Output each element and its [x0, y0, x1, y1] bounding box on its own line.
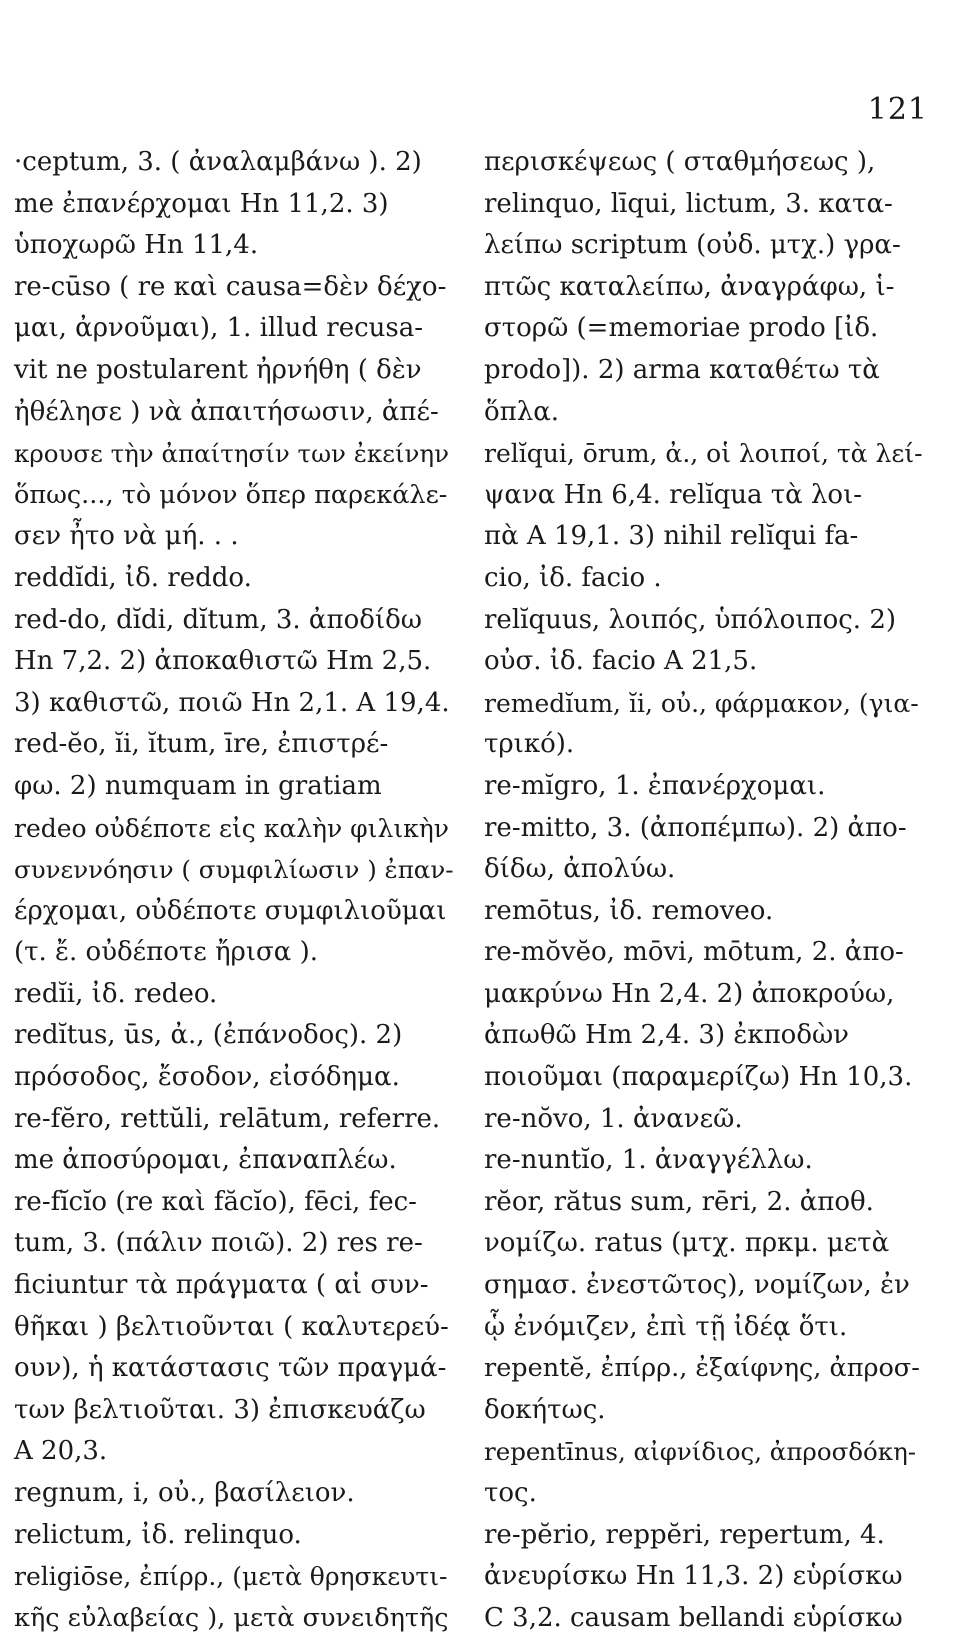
- dictionary-line: remedĭum, ĭi, οὐ., φάρμακον, (για-: [484, 688, 919, 718]
- page-number: 121: [867, 92, 928, 127]
- dictionary-line: θῆκαι ) βελτιοῦνται ( καλυτερεύ-: [14, 1311, 449, 1342]
- dictionary-line: συνεννόησιν ( συμφιλίωσιν ) ἐπαν-: [14, 855, 454, 885]
- dictionary-line: re-fĕro, rettŭli, relātum, referre.: [14, 1103, 441, 1134]
- dictionary-line: remōtus, ἰδ. removeo.: [484, 895, 774, 926]
- dictionary-line: ποιοῦμαι (παραμερίζω) Hn 10,3.: [484, 1062, 913, 1093]
- dictionary-line: πρόσοδος, ἔσοδον, εἰσόδημα.: [14, 1062, 400, 1093]
- dictionary-line: τος.: [484, 1478, 537, 1508]
- dictionary-line: περισκέψεως ( σταθμήσεως ),: [484, 147, 876, 177]
- dictionary-line: re-nŏvo, 1. ἀνανεῶ.: [484, 1103, 743, 1134]
- dictionary-line: relinquo, līqui, lictum, 3. κατα-: [484, 188, 893, 219]
- right-column: [484, 142, 924, 1639]
- dictionary-line: re-nuntĭo, 1. ἀναγγέλλω.: [484, 1145, 813, 1176]
- dictionary-line: relĭqui, ōrum, ἀ., οἱ λοιποί, τὰ λεί-: [484, 439, 923, 469]
- dictionary-line: redĭi, ἰδ. redeo.: [14, 978, 218, 1009]
- dictionary-line: ὅπως..., τὸ μόνον ὅπερ παρεκάλε-: [14, 479, 448, 510]
- dictionary-line: re-pĕrio, reppĕri, repertum, 4.: [484, 1519, 885, 1550]
- dictionary-line: μακρύνω Hn 2,4. 2) ἀποκρούω,: [484, 978, 895, 1009]
- dictionary-line: red-ĕo, ĭi, ĭtum, īre, ἐπιστρέ-: [14, 729, 389, 760]
- dictionary-line: (τ. ἔ. οὐδέποτε ἤρισα ).: [14, 937, 319, 968]
- dictionary-line: re-mĭgro, 1. ἐπανέρχομαι.: [484, 770, 826, 801]
- dictionary-line: των βελτιοῦται. 3) ἐπισκευάζω: [14, 1394, 426, 1425]
- dictionary-line: re-fĭcĭo (re καὶ făcĭo), fēci, fec-: [14, 1186, 417, 1217]
- dictionary-line: πὰ A 19,1. 3) nihil relĭqui fa-: [484, 521, 859, 552]
- dictionary-line: τρικό).: [484, 729, 575, 760]
- dictionary-line: A 20,3.: [14, 1436, 108, 1467]
- dictionary-line: re-mŏvĕo, mōvi, mōtum, 2. ἀπο-: [484, 937, 904, 968]
- dictionary-line: ficiuntur τὰ πράγματα ( αἱ συν-: [14, 1270, 429, 1301]
- dictionary-line: έρχομαι, οὐδέποτε συμφιλιοῦμαι: [14, 895, 447, 926]
- dictionary-line: re-cūso ( re καὶ causa=δὲν δέχο-: [14, 271, 447, 302]
- dictionary-line: σημασ. ἐνεστῶτος), νομίζων, ἐν: [484, 1270, 910, 1301]
- dictionary-line: ψανα Hn 6,4. relĭqua τὰ λοι-: [484, 479, 863, 510]
- dictionary-line: C 3,2. causam bellandi εὑρίσκω: [484, 1602, 903, 1633]
- dictionary-line: ουν), ἡ κατάστασις τῶν πραγμά-: [14, 1353, 447, 1384]
- dictionary-line: re-mitto, 3. (ἀποπέμπω). 2) ἀπο-: [484, 812, 907, 843]
- dictionary-line: 3) καθιστῶ, ποιῶ Hn 2,1. A 19,4.: [14, 687, 450, 718]
- dictionary-line: πτῶς καταλείπω, ἀναγράφω, ἱ-: [484, 271, 895, 302]
- dictionary-line: φω. 2) numquam in gratiam: [14, 770, 382, 801]
- dictionary-line: μαι, ἀρνοῦμαι), 1. illud recusa-: [14, 313, 424, 344]
- dictionary-line: στορῶ (=memoriae prodo [ἰδ.: [484, 313, 879, 344]
- dictionary-line: relictum, ἰδ. relinquo.: [14, 1519, 302, 1550]
- dictionary-line: κῆς εὐλαβείας ), μετὰ συνειδητῆς: [14, 1602, 449, 1633]
- dictionary-line: Hn 7,2. 2) ἀποκαθιστῶ Hm 2,5.: [14, 646, 432, 677]
- dictionary-line: prodo]). 2) arma καταθέτω τὰ: [484, 354, 880, 385]
- dictionary-line: ἠθέλησε ) νὰ ἀπαιτήσωσιν, ἀπέ-: [14, 396, 439, 427]
- dictionary-line: rĕor, rătus sum, rēri, 2. ἀποθ.: [484, 1186, 874, 1217]
- dictionary-line: ἀνευρίσκω Hn 11,3. 2) εὑρίσκω: [484, 1561, 903, 1592]
- dictionary-line: κρουσε τὴν ἀπαίτησίν των ἐκείνην: [14, 439, 449, 469]
- dictionary-line: reddĭdi, ἰδ. reddo.: [14, 562, 252, 593]
- dictionary-line: relĭquus, λοιπός, ὑπόλοιπος. 2): [484, 604, 897, 635]
- dictionary-line: ἀπωθῶ Hm 2,4. 3) ἐκποδὼν: [484, 1020, 849, 1051]
- dictionary-line: red-do, dĭdi, dĭtum, 3. ἀποδίδω: [14, 604, 422, 635]
- dictionary-line: redĭtus, ūs, ἀ., (ἐπάνοδος). 2): [14, 1020, 403, 1051]
- dictionary-line: δοκήτως.: [484, 1394, 606, 1425]
- left-column: [14, 142, 454, 1639]
- dictionary-line: me ἐπανέρχομαι Hn 11,2. 3): [14, 188, 389, 219]
- dictionary-line: cio, ἰδ. facio .: [484, 562, 662, 593]
- dictionary-line: ·ceptum, 3. ( ἀναλαμβάνω ). 2): [14, 147, 422, 177]
- dictionary-line: tum, 3. (πάλιν ποιῶ). 2) res re-: [14, 1228, 423, 1259]
- dictionary-line: religiōse, ἐπίρρ., (μετὰ θρησκευτι-: [14, 1562, 448, 1592]
- dictionary-line: repentīnus, αἰφνίδιος, ἀπροσδόκη-: [484, 1437, 917, 1467]
- dictionary-line: ὅπλα.: [484, 396, 560, 427]
- dictionary-line: redeo οὐδέποτε εἰς καλὴν φιλικὴν: [14, 813, 449, 843]
- dictionary-line: νομίζω. ratus (μτχ. πρκμ. μετὰ: [484, 1228, 890, 1259]
- dictionary-line: λείπω scriptum (οὐδ. μτχ.) γρα-: [484, 230, 901, 261]
- dictionary-line: ὑποχωρῶ Hn 11,4.: [14, 230, 259, 261]
- dictionary-line: δίδω, ἀπολύω.: [484, 854, 676, 885]
- dictionary-line: me ἀποσύρομαι, ἐπαναπλέω.: [14, 1145, 397, 1176]
- dictionary-line: οὐσ. ἰδ. facio A 21,5.: [484, 646, 758, 677]
- dictionary-line: σεν ἦτο νὰ μή. . .: [14, 521, 239, 552]
- dictionary-line: repentĕ, ἐπίρρ., ἐξαίφνης, ἀπροσ-: [484, 1353, 920, 1384]
- dictionary-line: ᾧ ἐνόμιζεν, ἐπὶ τῇ ἰδέᾳ ὅτι.: [484, 1311, 848, 1342]
- dictionary-line: vit ne postularent ἠρνήθη ( δὲν: [14, 354, 422, 385]
- dictionary-line: regnum, i, οὐ., βασίλειον.: [14, 1478, 355, 1508]
